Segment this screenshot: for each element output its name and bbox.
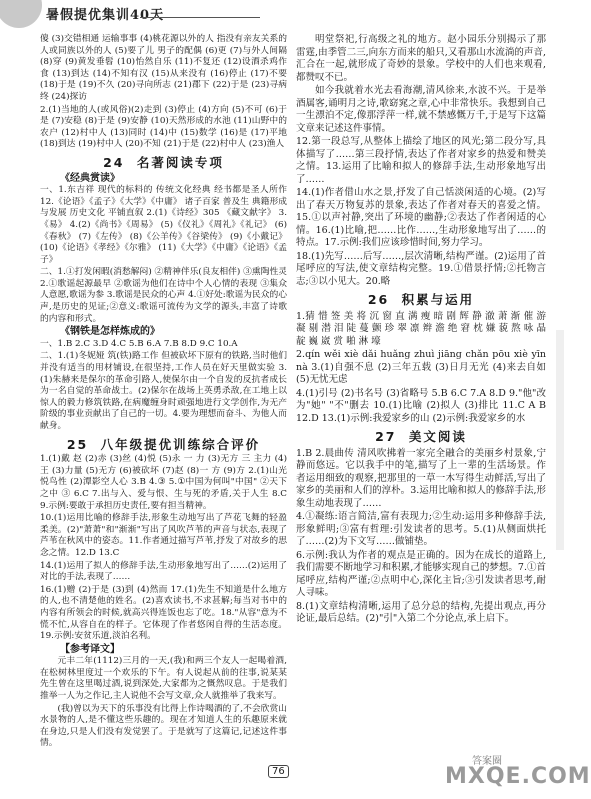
watermark: MXQE.COM	[445, 764, 591, 789]
subsection-heading: 【参考译文】	[60, 643, 120, 655]
answer-paragraph: 一、1.B 2.C 3.D 4.C 5.B 6.A 7.B 8.D 9.C 10.A	[40, 338, 238, 349]
answer-paragraph: 4.(1)引号 (2)书名号 (3)省略号 5.B 6.C 7.A 8.D 9."他"改为"她" "不"删去 10.(1)比喻 (2)拟人 (3)排比 11.C A B 12.D 13.(1)示例:我爱家乡的山 (2)示例:我爱家乡的水	[296, 387, 546, 424]
answer-paragraph: 二、1.①打发闲暇(消愁解闷) ②精神伴乐(良友相伴) ③熏陶性灵 2.①歌谣起源最早 ②歌谣为他们在诗中个人心情的表现 ③集众人意愿,歌谣为参 3.歌谣是民众的心声 4.①好处:歌谣为民众的心声,是历史的见证;②意义:歌谣可流传为文学的源头,丰富了诗歌的内容和形式。	[40, 267, 287, 324]
translation-paragraph: (我)曾以为天下的乐事没有比得上作诗喝酒的了,不会欣赏山水景物的人,是不懂这些乐趣的。现在才知道人生的乐趣原来就在身边,只是人们没有发觉罢了。于是就写了这篇记,记述这件事情。	[40, 703, 287, 749]
header-rule	[140, 17, 260, 18]
page-header	[0, 0, 564, 30]
answer-paragraph: 8.(1)文章结构清晰,运用了总分总的结构,先提出观点,再分论证,最后总结。(2)"引"入第二个分论点,承上启下。	[296, 600, 546, 624]
answer-paragraph: 12.第一段总写,从整体上描绘了地区的风光;第二段分写,具体描写了……第三段抒情,表达了作者对家乡的热爱和赞美之情。13.运用了比喻和拟人的修辞手法,生动形象地写出了……	[296, 136, 546, 185]
answer-paragraph: 傻 (3)交错相通 运输事事 (4)桃花源以外的人 指没有亲友关系的人或同族以外的人 (5)要了儿 男子的配偶 (6)更 (7)与外人间隔 (8)穿 (9)黄发垂髫 (10)怡然自乐 (11)不复还 (12)设酒杀鸡作食 (13)到达 (14)不知有汉 (15)从来没有 (16)停止 (17)不要 (18)于是 (19)不久 (20)寻向所志 (21)郡下 (22)于是 (23)寻病终 (24)探访	[40, 34, 287, 102]
page-number: 76	[268, 765, 289, 778]
answer-paragraph: 6.示例:我认为作者的观点是正确的。因为在成长的道路上,我们需要不断地学习和积累,才能够实现自己的梦想。7.①首尾呼应,结构严谨;②点明中心,深化主旨;③引发读者思考,耐人寻味。	[296, 549, 546, 598]
section-heading-25	[40, 436, 287, 452]
answer-paragraph: 1.(1)戴 赵 (2)赤 (3)丝 (4)悦 (5)永 一 力 (3)无方 三 主力 (4)王 (3)力量 (5)无方 (6)被砍坏 (7)赵 (8)一 方 (9)方 2.(1)山光悦鸟性 (2)潭影空人心 3.B 4.③ 5.①中国为何叫"中国" ②天下之中 ③ 6.C 7.出与入、爱与恨、生与死的矛盾,关于人生 8.C 9.示例:要敢于承担历史责任,要有担当精神。	[40, 454, 287, 511]
answer-paragraph: 1.B 2.晨曲传 清风吹拂着一家完全融合的美丽乡村景象,宁静而悠远。它以我手中的笔,描写了上一辈的生活场景。作者运用细致的观察,把那里的一草一木写得生动鲜活,写出了家乡的美丽和人们的淳朴。3.运用比喻和拟人的修辞手法,形象生动地表现了……	[296, 447, 546, 509]
answer-paragraph: 14.(1)作者借山水之景,抒发了自己恬淡闲适的心境。(2)写出了春天万物复苏的景象,表达了作者对春天的喜爱之情。15.①以声衬静,突出了环境的幽静;②表达了作者闲适的心情。16.(1)比喻,把……比作……,生动形象地写出了……的特点。17.示例:我们应该珍惜时间,努力学习。	[296, 187, 546, 248]
book-title: 暑假提优集训40天	[46, 8, 165, 23]
watermark-label: 答案圈	[472, 756, 502, 767]
answer-paragraph: 10.(1)运用比喻的修辞手法,形象生动地写出了芦花飞舞的轻盈柔美。(2)"萧萧"和"渐渐"写出了风吹芦苇的声音与状态,表现了芦苇在秋风中的姿态。11.作者通过描写芦苇,抒发了对故乡的思念之情。12.D 13.C	[40, 513, 287, 558]
section-number: 25	[66, 436, 89, 452]
section-title: 美文阅读	[408, 429, 467, 444]
page-edge-shadow	[556, 330, 564, 550]
answer-paragraph: 16.(1)赠 (2)于是 (3)到 (4)然而 17.(1)先生不知道是什么地方的人,也不清楚他的姓名。(2)喜欢读书,不求甚解;每当对书中的内容有所领会的时候,就高兴得连饭也忘了吃。18."从容"意为不慌不忙,从容自在的样子。它体现了作者悠闲自得的生活态度。19.示例:安贫乐道,淡泊名利。	[40, 584, 287, 642]
section-title: 八年级提优训练综合评价	[100, 436, 261, 452]
subsection-heading: 《经典赏读》	[60, 172, 120, 184]
answer-paragraph: 14.(1)运用了拟人的修辞手法,生动形象地写出了……(2)运用了对比的手法,表现了……	[40, 560, 287, 583]
left-column	[40, 34, 287, 751]
answer-paragraph: 二、1.(1)冬妮娅 筑(铁)路工作 但被砍坏下原有的铁路,当时他们并没有适当的用材铺设,在很坚持,工作人员在好天里做实验 3.(1)朱赫来是保尔的革命引路人,使保尔由一个自发的反抗者成长为一名自觉的革命战士。(2)保尔在战场上英勇杀敌,在工地上以惊人的毅力修筑铁路,在病魔缠身时顽强地进行文学创作,为无产阶级的事业贡献出了自己的一切。4.要为理想而奋斗、为他人而献身。	[40, 351, 287, 431]
section-number: 27	[375, 429, 397, 444]
answer-paragraph: 1.猜 惜 签 美 将 沉 窗 直 满 瘦 暗 剧 辉 静 澈 萧 渐 催 游 凝 剔 潜 泪 陡 蔓 颤 珍 翠 凛 辫 澹 绝 窘 枕 嫌 藐 熬 咏 晶 靛 巍 崴 赏 啪 淋 壕	[296, 310, 546, 347]
section-number: 24	[103, 154, 125, 170]
subsection-heading: 《钢铁是怎样炼成的》	[60, 326, 160, 338]
section-heading-27	[296, 431, 546, 444]
header-decoration	[0, 0, 42, 28]
answer-paragraph: 2.(1)当地的人(或风俗)(2)走到 (3)停止 (4)方向 (5)不可 (6)于是 (7)安稳 (8)于是 (9)安静 (10)天然形成的水池 (11)山野中的农户 (12)村中人 (13)同时 (14)中 (15)数学 (16)是 (17)平地 (18)到达 (19)村中人 (20)不知 (21)于是 (22)村中人 (23)渔人	[40, 104, 287, 150]
section-title: 名著阅读专项	[136, 154, 224, 170]
answer-paragraph: 一、1.东吉祥 现代的标料的 传统文化经典 经书都是圣人所作 12.《论语》《孟子》《大学》《中庸》 诸子百家 普及生 典籍形成与发展 历史文化 平铺直叙 2.(1)《诗经》305 《藏文献字》 3.《易》 4.(2)《尚书》《周易》 (5)《仪礼》《周礼》《礼记》 (6)《春秋》 (7)《左传》 (8)《公羊传》《谷梁传》 (9)《小戴记》 (10)《论语》《孝经》《尔雅》 (11)《大学》《中庸》《论语》《孟子》	[40, 185, 287, 265]
answer-paragraph: 18.(1)先写……后写……,层次清晰,结构严谨。(2)运用了首尾呼应的写法,使文章结构完整。19.①借景抒情;②托物言志;③以小见大。20.略	[296, 250, 546, 287]
translation-paragraph: 元丰二年(1112)三月的一天,(我)和两三个友人一起喝着酒,在松树林里度过一个欢乐的下午。有人说起从前的往事,说某某先生曾在这里喝过酒,说到深处,大家都为之慨然叹息。于是我们推举一人为之作记,主人说他不会写文章,众人就推举了我来写。	[40, 656, 287, 702]
section-heading-24	[40, 154, 287, 170]
translation-paragraph: 如今我就着水光去看海潮,清风徐来,水波不兴。于是举酒属客,诵明月之诗,歌窈窕之章,心中非常快乐。我想到自己一生漂泊不定,像那浮萍一样,就不禁感慨万千,于是写下这篇文章来记述这件事情。	[296, 85, 546, 134]
translation-paragraph: 明堂祭祀,行高级之礼的地方。赵小园乐分别揭示了那雷霆,由季管二三,向东方而来的船只,又看那山水流淌的声音,汇合在一起,就形成了奇妙的景象。学校中的人们也来观看,都赞叹不已。	[296, 34, 546, 83]
answer-paragraph: 4.①凝练:语言简洁,富有表现力;②生动:运用多种修辞手法,形象鲜明;③富有哲理:引发读者的思考。5.(1)从侧面烘托了……(2)为下文写……做铺垫。	[296, 511, 546, 547]
section-title: 积累与运用	[401, 292, 475, 307]
right-column	[296, 34, 546, 627]
section-heading-26	[296, 294, 546, 307]
section-number: 26	[367, 292, 390, 307]
answer-paragraph: 2.qín wěi xiè dǎi huǎng zhuì jiāng chǎn pōu xiè yīn nà 3.(1)自强不息 (2)三年五载 (3)日月无光 (4)来去自如 (5)无忧无虑	[296, 349, 546, 385]
